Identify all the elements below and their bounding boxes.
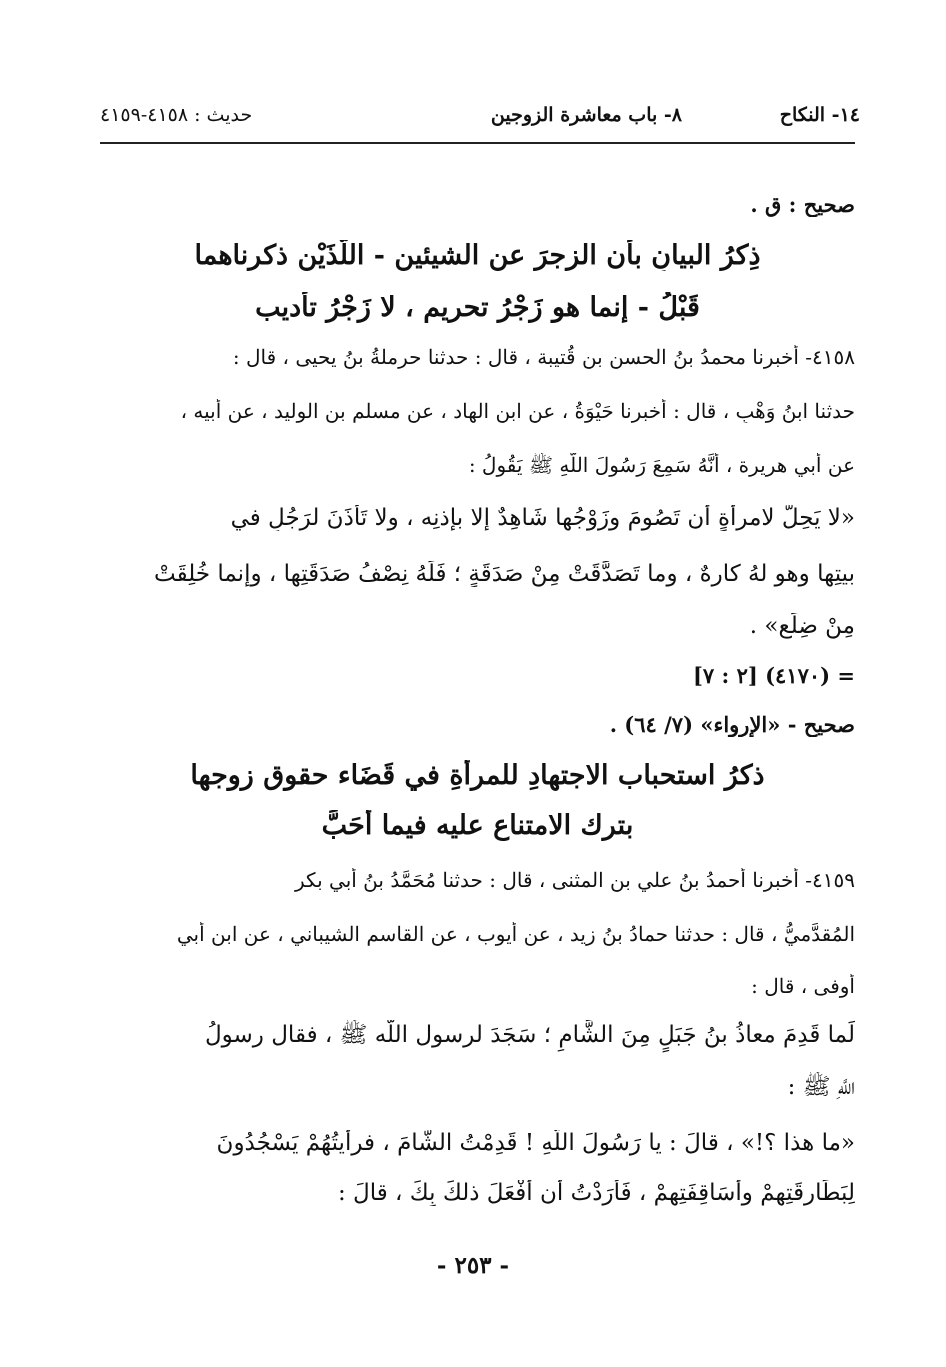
isnad-line: ٤١٥٩- أخبرنا أحمدُ بنُ علي بن المثنى ، قال : حدثنا مُحَمَّدُ بنُ أبي بكر [295,868,855,892]
matn-line: لَما قَدِمَ معاذُ بنُ جَبَلٍ مِنَ الشَّامِ ؛ سَجَدَ لرسول اللَّه ﷺ ، فقال رسولُ [204,1022,855,1048]
header-chapter-title: ٨- باب معاشرة الزوجين [490,104,682,126]
matn-line: لِبَطَارِقَتِهِمْ وأَسَاقِفَتِهِمْ ، فَأَرَدْتُ أن أَفْعَلَ ذلكَ بِكَ ، قالَ : [337,1180,855,1206]
header-divider [100,142,855,144]
grade-text: صحيح - «الإرواء» (٧/ ٦٤) . [609,712,855,737]
isnad-line: المُقدَّميُّ ، قال : حدثنا حمادُ بنُ زيد ، عن أيوب ، عن القاسم الشيباني ، عن ابن أبي [176,922,855,946]
grade-text: صحيح : ق . [750,192,855,217]
matn-line: مِنْ ضِلَعٍ» . [749,613,855,639]
isnad-line: حدثنا ابنُ وَهْبٍ ، قال : أخبرنا حَيْوَةُ ، عن ابنِ الهاد ، عن مسلم بن الوليد ، عن أبيه ، [180,399,855,423]
isnad-line: أوفى ، قال : [751,974,855,998]
matn-line: «لا يَحِلُّ لامرأةٍ أن تَصُومَ وزَوْجُها شَاهِدٌ إلا بإذنِه ، ولا تَأْذَنَ لرَجُلٍ في [230,505,855,531]
header-hadith-range: حديث : ٤١٥٨-٤١٥٩ [100,104,253,126]
matn-line: «ما هذا ؟!» ، قالَ : يا رَسُولَ اللَّهِ ! قَدِمْتُ الشَّامَ ، فرأيتُهُمْ يَسْجُدُونَ [216,1130,855,1156]
header-book-title: ١٤- النكاح [779,104,860,126]
heading-line: بترك الامتناع عليه فيما أَحَبَّ [321,810,634,841]
heading-line: ذكرُ استحباب الاجتهادِ للمرأةِ في قَضَاء حقوقِ زوجها [190,760,765,791]
matn-line: اللَّهِ ﷺ : [787,1074,855,1100]
running-header [100,104,860,138]
page-number: - ٢٥٣ - [436,1252,510,1279]
isnad-line: عن أبي هريرة ، أنَّهُ سَمِعَ رَسُولَ اللَّهِ ﷺ يَقُولُ : [468,453,855,477]
cross-reference: = (٤١٧٠) [٢ : ٧] [692,663,855,688]
matn-line: بيتِها وهو لهُ كارِهٌ ، وما تَصَدَّقَتْ مِنْ صَدَقَةٍ ؛ فَلَهُ نِصْفُ صَدَقَتِها ، وإنما خُلِقَتْ [154,561,855,587]
isnad-line: ٤١٥٨- أخبرنا محمدُ بنُ الحسن بن قُتيبة ، قال : حدثنا حرملةُ بنُ يحيى ، قال : [232,345,855,369]
heading-line: قَبْلُ - إنما هو زَجْرُ تحريم ، لا زَجْرُ تأديب [255,292,700,323]
heading-line: ذِكرُ البيانِ بأن الزجرَ عن الشيئين - اللَّذَيْن ذكرناهما [194,240,761,271]
